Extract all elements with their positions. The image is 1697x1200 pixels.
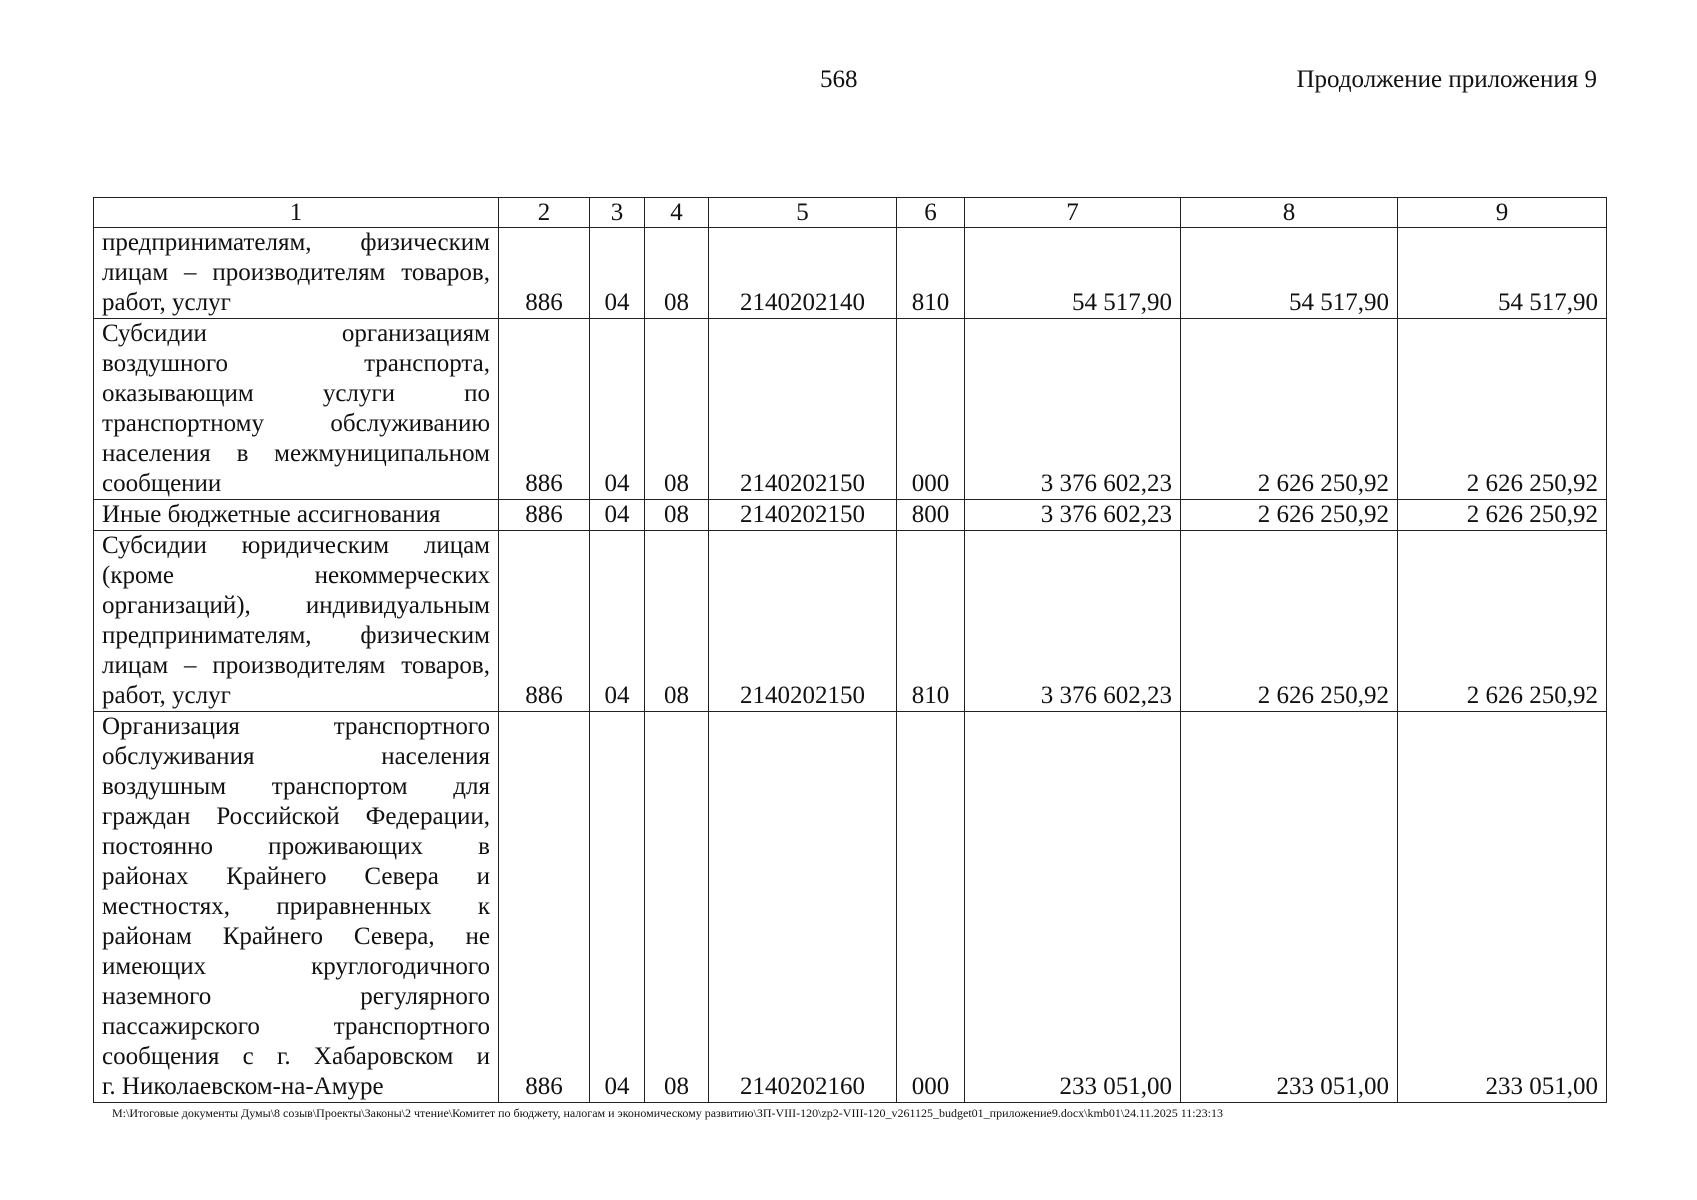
- cell-subsection-code: 08: [645, 500, 709, 531]
- cell-subsection-code: 08: [645, 319, 709, 500]
- description-line: лицам – производителям товаров,: [102, 259, 490, 286]
- description-line: оказывающим услуги по: [102, 380, 490, 407]
- cell-ministry-code: 886: [499, 500, 590, 531]
- cell-amount-col8: 2 626 250,92: [1181, 500, 1398, 531]
- description-line: постоянно проживающих в: [102, 833, 490, 860]
- cell-target-article: 2140202150: [709, 500, 897, 531]
- description-line: Субсидии организациям: [102, 320, 490, 347]
- cell-amount-col9: 54 517,90: [1398, 228, 1607, 319]
- description-line: работ, услуг: [102, 289, 231, 316]
- description-line: обслуживания населения: [102, 743, 490, 770]
- description-line: имеющих круглогодичного: [102, 953, 490, 980]
- budget-table: [93, 197, 1607, 1103]
- description-line: работ, услуг: [102, 682, 231, 709]
- description-line: населения в межмуниципальном: [102, 440, 490, 467]
- cell-description: [94, 228, 499, 319]
- description-line: наземного регулярного: [102, 983, 490, 1010]
- description-line: г. Николаевском-на-Амуре: [102, 1073, 384, 1100]
- cell-amount-col7: 3 376 602,23: [965, 319, 1181, 500]
- column-number: 6: [897, 198, 965, 228]
- description-line: районам Крайнего Севера, не: [102, 923, 490, 950]
- description-line: воздушного транспорта,: [102, 350, 490, 377]
- cell-section-code: 04: [590, 712, 645, 1103]
- page-number: 568: [820, 66, 858, 93]
- column-number: 3: [590, 198, 645, 228]
- cell-amount-col7: 3 376 602,23: [965, 531, 1181, 712]
- cell-description: [94, 500, 499, 531]
- cell-section-code: 04: [590, 228, 645, 319]
- cell-subsection-code: 08: [645, 531, 709, 712]
- description-line: Иные бюджетные ассигнования: [102, 501, 441, 528]
- column-number: 7: [965, 198, 1181, 228]
- description-line: пассажирского транспортного: [102, 1013, 490, 1040]
- cell-ministry-code: 886: [499, 712, 590, 1103]
- cell-amount-col9: 2 626 250,92: [1398, 500, 1607, 531]
- description-line: Субсидии юридическим лицам: [102, 532, 490, 559]
- cell-expense-type: 000: [897, 319, 965, 500]
- cell-target-article: 2140202150: [709, 319, 897, 500]
- cell-amount-col9: 2 626 250,92: [1398, 319, 1607, 500]
- cell-section-code: 04: [590, 319, 645, 500]
- description-line: Организация транспортного: [102, 713, 490, 740]
- cell-target-article: 2140202150: [709, 531, 897, 712]
- cell-expense-type: 000: [897, 712, 965, 1103]
- cell-amount-col7: 54 517,90: [965, 228, 1181, 319]
- cell-ministry-code: 886: [499, 531, 590, 712]
- column-number: 1: [94, 198, 499, 228]
- table-row: [94, 712, 1607, 1103]
- cell-description: [94, 712, 499, 1103]
- cell-section-code: 04: [590, 531, 645, 712]
- description-line: районах Крайнего Севера и: [102, 863, 490, 890]
- column-number: 9: [1398, 198, 1607, 228]
- description-line: сообщения с г. Хабаровском и: [102, 1043, 490, 1070]
- column-number: 8: [1181, 198, 1398, 228]
- cell-amount-col8: 2 626 250,92: [1181, 531, 1398, 712]
- table-row: [94, 531, 1607, 712]
- description-line: граждан Российской Федерации,: [102, 803, 490, 830]
- cell-amount-col9: 2 626 250,92: [1398, 531, 1607, 712]
- document-file-path: M:\Итоговые документы Думы\8 созыв\Проекты\Законы\2 чтение\Комитет по бюджету, налогам и экономическому развитию\ЗП-VIII-120\zp2-VIII-120_v261125_budget01_приложение9.docx\kmb01\24.11.2025 11:23:13: [112, 1106, 1223, 1120]
- cell-description: [94, 319, 499, 500]
- description-line: воздушным транспортом для: [102, 773, 490, 800]
- column-number: 2: [499, 198, 590, 228]
- cell-expense-type: 800: [897, 500, 965, 531]
- cell-target-article: 2140202160: [709, 712, 897, 1103]
- column-number-row: [94, 198, 1607, 228]
- column-number: 5: [709, 198, 897, 228]
- table-row: [94, 319, 1607, 500]
- description-line: организаций), индивидуальным: [102, 592, 490, 619]
- cell-amount-col8: 54 517,90: [1181, 228, 1398, 319]
- cell-expense-type: 810: [897, 228, 965, 319]
- table-row: [94, 500, 1607, 531]
- cell-amount-col9: 233 051,00: [1398, 712, 1607, 1103]
- cell-ministry-code: 886: [499, 319, 590, 500]
- description-line: (кроме некоммерческих: [102, 562, 490, 589]
- cell-amount-col7: 3 376 602,23: [965, 500, 1181, 531]
- description-line: транспортному обслуживанию: [102, 410, 490, 437]
- description-line: местностях, приравненных к: [102, 893, 490, 920]
- cell-subsection-code: 08: [645, 228, 709, 319]
- cell-subsection-code: 08: [645, 712, 709, 1103]
- cell-ministry-code: 886: [499, 228, 590, 319]
- cell-expense-type: 810: [897, 531, 965, 712]
- budget-table-body: [94, 198, 1607, 1103]
- appendix-continuation-note: Продолжение приложения 9: [1296, 66, 1597, 93]
- description-line: лицам – производителям товаров,: [102, 652, 490, 679]
- column-number: 4: [645, 198, 709, 228]
- description-line: предпринимателям, физическим: [102, 622, 490, 649]
- cell-amount-col8: 233 051,00: [1181, 712, 1398, 1103]
- description-line: предпринимателям, физическим: [102, 229, 490, 256]
- cell-description: [94, 531, 499, 712]
- cell-section-code: 04: [590, 500, 645, 531]
- cell-amount-col7: 233 051,00: [965, 712, 1181, 1103]
- table-row: [94, 228, 1607, 319]
- cell-target-article: 2140202140: [709, 228, 897, 319]
- description-line: сообщении: [102, 470, 222, 497]
- cell-amount-col8: 2 626 250,92: [1181, 319, 1398, 500]
